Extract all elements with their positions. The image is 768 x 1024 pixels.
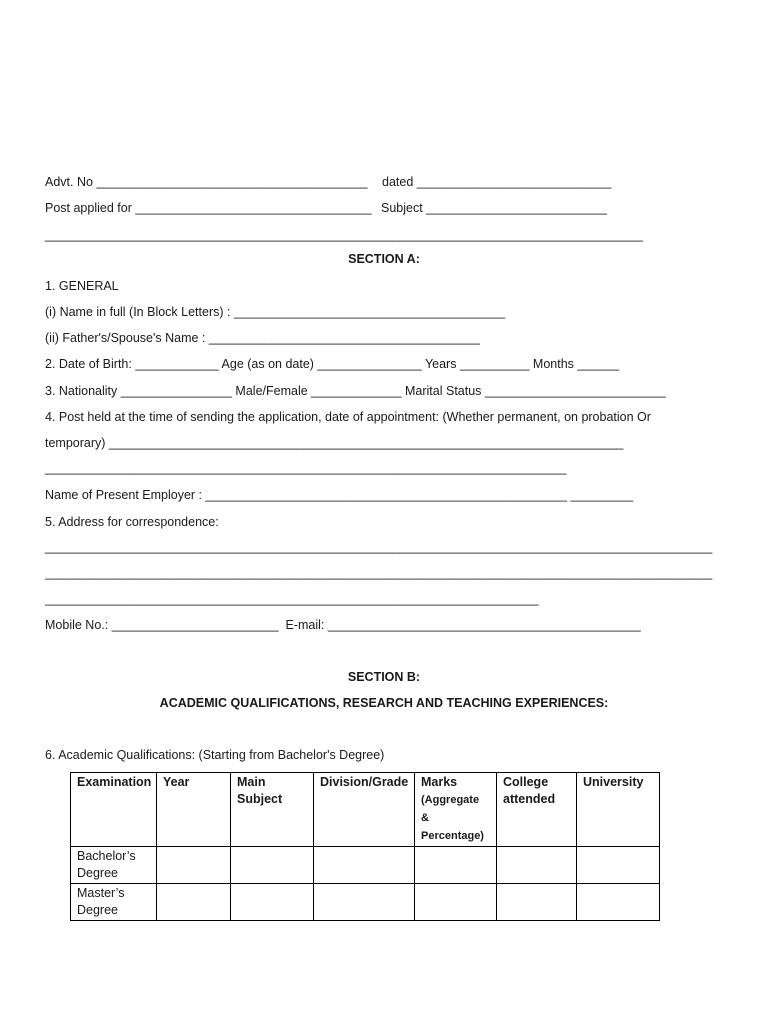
address-blank-line-3[interactable]: _______________________________________________________________________ xyxy=(45,592,539,606)
date-of-birth-field[interactable]: 2. Date of Birth: ____________ Age (as on date) _______________ Years __________ Months ______ xyxy=(45,357,620,371)
cell-year[interactable] xyxy=(157,884,231,921)
father-spouse-name-field[interactable]: (ii) Father's/Spouse's Name : _______________________________________ xyxy=(45,331,480,345)
academic-qualifications-heading: 6. Academic Qualifications: (Starting from Bachelor's Degree) xyxy=(45,748,385,762)
cell-college-attended[interactable] xyxy=(497,847,577,884)
header-college-attended: College attended xyxy=(497,773,577,847)
cell-main-subject[interactable] xyxy=(231,847,314,884)
present-employer-field[interactable]: Name of Present Employer : ____________________________________________________ _________ xyxy=(45,488,634,502)
cell-college-attended[interactable] xyxy=(497,884,577,921)
header-main-subject: Main Subject xyxy=(231,773,314,847)
post-applied-field[interactable]: Post applied for __________________________________ xyxy=(45,201,372,215)
header-division-grade: Division/Grade xyxy=(314,773,415,847)
cell-year[interactable] xyxy=(157,847,231,884)
table-row xyxy=(71,884,660,921)
table-header-row xyxy=(71,773,660,847)
advt-no-field[interactable]: Advt. No _______________________________________ xyxy=(45,175,368,189)
section-b-title: SECTION B: xyxy=(347,670,421,684)
mobile-email-field[interactable]: Mobile No.: ________________________ E-mail: _____________________________________________ xyxy=(45,618,641,632)
address-blank-line-1[interactable]: ________________________________________________________________________________________________ xyxy=(45,540,713,554)
cell-university[interactable] xyxy=(577,884,660,921)
address-heading: 5. Address for correspondence: xyxy=(45,515,219,529)
name-in-full-field[interactable]: (i) Name in full (In Block Letters) : _______________________________________ xyxy=(45,305,506,319)
cell-examination: Master’s Degree xyxy=(71,884,157,921)
header-marks: Marks (Aggregate & Percentage) xyxy=(415,773,497,847)
header-examination: Examination xyxy=(71,773,157,847)
cell-university[interactable] xyxy=(577,847,660,884)
subject-field[interactable]: Subject __________________________ xyxy=(381,201,607,215)
cell-division-grade[interactable] xyxy=(314,884,415,921)
advt-dated-field[interactable]: dated ____________________________ xyxy=(382,175,612,189)
separator-line: ______________________________________________________________________________________ xyxy=(45,228,643,242)
section-b-subtitle: ACADEMIC QUALIFICATIONS, RESEARCH AND TEACHING EXPERIENCES: xyxy=(159,696,609,710)
cell-division-grade[interactable] xyxy=(314,847,415,884)
cell-marks[interactable] xyxy=(415,847,497,884)
section-a-title: SECTION A: xyxy=(348,252,420,266)
header-year: Year xyxy=(157,773,231,847)
post-held-label: 4. Post held at the time of sending the application, date of appointment: (Whether permanent, on probation Or xyxy=(45,410,651,424)
nationality-field[interactable]: 3. Nationality ________________ Male/Female _____________ Marital Status __________________________ xyxy=(45,384,666,398)
academic-qualifications-table xyxy=(70,772,660,921)
general-heading: 1. GENERAL xyxy=(45,279,119,293)
cell-examination: Bachelor’s Degree xyxy=(71,847,157,884)
address-blank-line-2[interactable]: ________________________________________________________________________________________________ xyxy=(45,566,713,580)
cell-marks[interactable] xyxy=(415,884,497,921)
post-held-blank-line[interactable]: ___________________________________________________________________________ xyxy=(45,461,567,475)
table-row xyxy=(71,847,660,884)
cell-main-subject[interactable] xyxy=(231,884,314,921)
header-university: University xyxy=(577,773,660,847)
temporary-field[interactable]: temporary) __________________________________________________________________________ xyxy=(45,436,624,450)
